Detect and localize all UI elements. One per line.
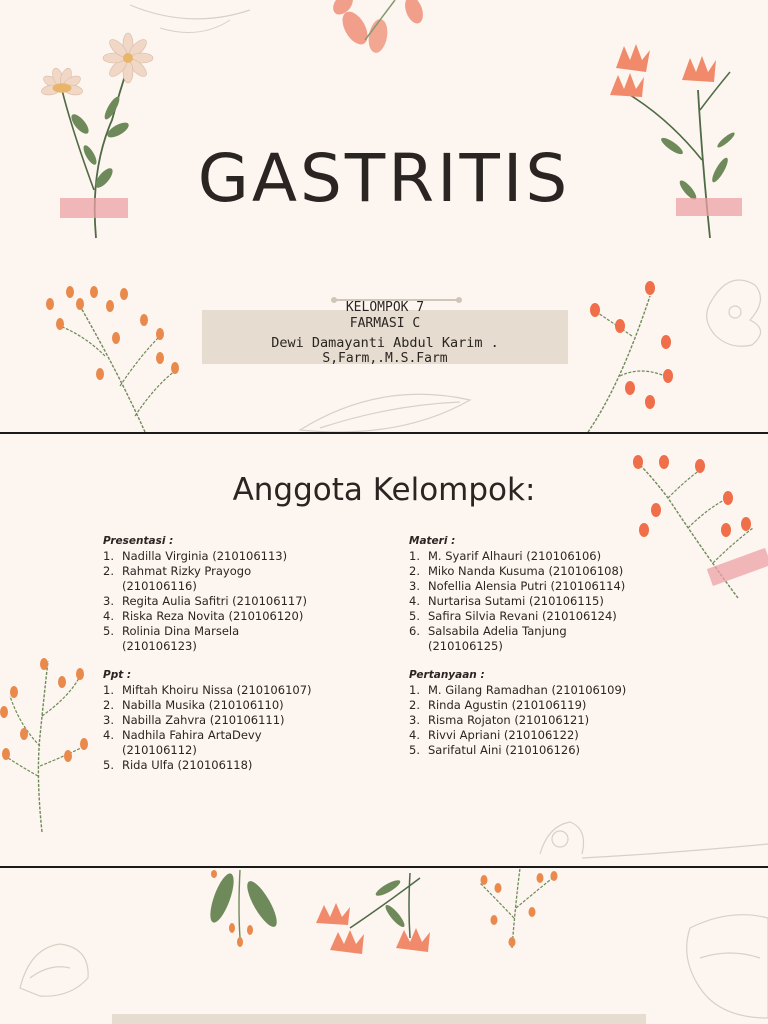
info-box — [112, 1014, 646, 1024]
pertanyaan-label: Pertanyaan : — [409, 669, 485, 681]
presentasi-group — [103, 534, 383, 654]
page-title: GASTRITIS — [197, 140, 571, 217]
list-item: 1. M. Gilang Ramadhan (210106109) — [409, 683, 627, 697]
lecturer-name: Dewi Damayanti Abdul Karim . — [271, 335, 499, 351]
top-flowers-icon — [0, 868, 768, 1024]
list-item: 3. Nofellia Alensia Putri (210106114) — [409, 579, 626, 593]
list-item: 5. Rolinia Dina Marsela (210106123) — [103, 624, 240, 653]
ppt-group — [103, 668, 383, 773]
third-slide — [0, 868, 768, 1024]
list-item: 3. Nabilla Zahvra (210106111) — [103, 713, 285, 727]
list-item: 5. Rida Ulfa (210106118) — [103, 758, 253, 772]
materi-list — [409, 549, 709, 654]
list-item: 4. Rivvi Apriani (210106122) — [409, 728, 579, 742]
pertanyaan-list — [409, 683, 709, 758]
list-item: 4. Nadhila Fahira ArtaDevy (210106112) — [103, 728, 262, 757]
list-item: 6. Salsabila Adelia Tanjung (210106125) — [409, 624, 567, 653]
list-item: 4. Nurtarisa Sutami (210106115) — [409, 594, 604, 608]
title-slide — [0, 0, 768, 432]
class-label: FARMASI C — [349, 316, 421, 331]
materi-label: Materi : — [409, 535, 456, 547]
pertanyaan-group — [409, 668, 709, 758]
list-item: 5. Sarifatul Aini (210106126) — [409, 743, 581, 757]
list-item: 3. Risma Rojaton (210106121) — [409, 713, 590, 727]
list-item: 5. Safira Silvia Revani (210106124) — [409, 609, 617, 623]
group-label: KELOMPOK 7 — [345, 300, 425, 315]
list-item: 1. Miftah Khoiru Nissa (210106107) — [103, 683, 312, 697]
members-heading: Anggota Kelompok: — [232, 472, 536, 508]
right-column — [409, 534, 709, 772]
lecturer-title: S,Farm,.M.S.Farm — [322, 351, 448, 366]
info-text — [202, 300, 568, 367]
list-item: 2. Rahmat Rizky Prayogo (210106116) — [103, 564, 252, 593]
list-item: 2. Nabilla Musika (210106110) — [103, 698, 284, 712]
list-item: 2. Miko Nanda Kusuma (210106108) — [409, 564, 624, 578]
list-item: 1. M. Syarif Alhauri (210106106) — [409, 549, 602, 563]
list-item: 3. Regita Aulia Safitri (210106117) — [103, 594, 308, 608]
list-item: 2. Rinda Agustin (210106119) — [409, 698, 587, 712]
list-item: 4. Riska Reza Novita (210106120) — [103, 609, 304, 623]
presentasi-label: Presentasi : — [103, 535, 174, 547]
ppt-list — [103, 683, 383, 773]
materi-group — [409, 534, 709, 654]
left-column — [103, 534, 383, 787]
list-item: 1. Nadilla Virginia (210106113) — [103, 549, 288, 563]
ppt-label: Ppt : — [103, 669, 132, 681]
presentasi-list — [103, 549, 383, 654]
members-slide — [0, 434, 768, 866]
